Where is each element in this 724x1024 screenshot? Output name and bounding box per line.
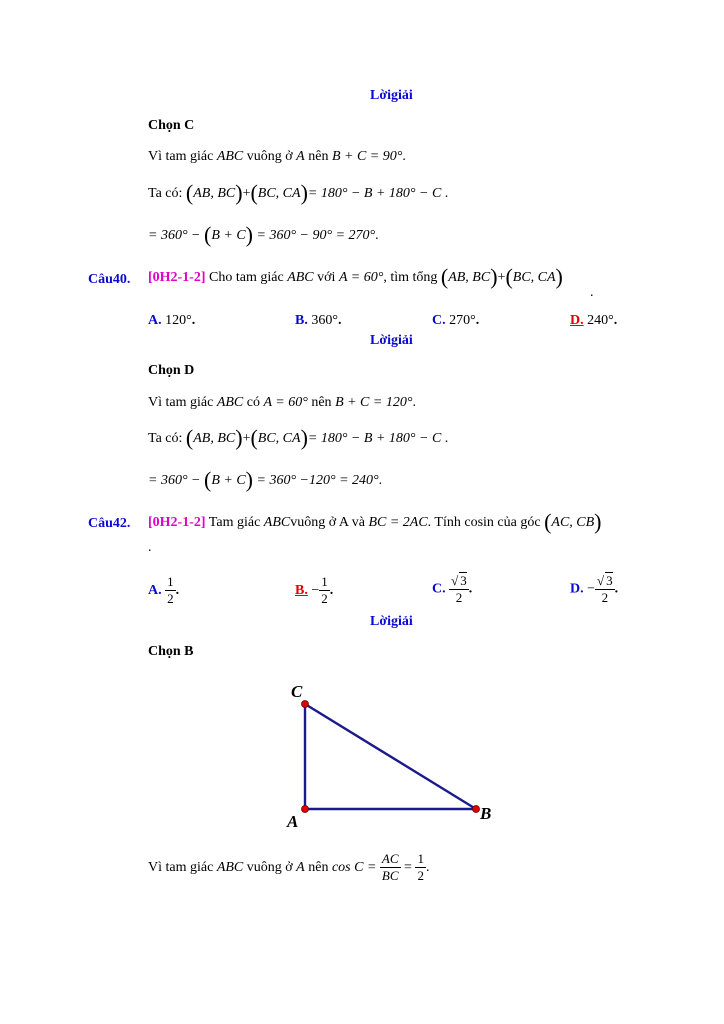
text: , tìm tổng [383, 270, 438, 285]
choice-label: Chọn B [148, 644, 194, 659]
text: . [412, 395, 416, 410]
fraction [165, 574, 176, 608]
solution-heading: Lờigiải [370, 333, 413, 348]
text: vuông ở A và [290, 515, 365, 530]
paren: ( [440, 264, 449, 289]
paren: ) [245, 222, 253, 247]
option-label: A. [148, 313, 162, 328]
option-value: 120° [165, 313, 192, 328]
vector-pair: AC, CB [551, 515, 595, 530]
fraction [449, 572, 469, 607]
text: . [402, 149, 406, 164]
text: nên [308, 149, 329, 164]
solution-line [148, 149, 406, 165]
question-code: [0H2-1-2] [148, 515, 206, 530]
vector-pair: AB, BC [193, 186, 236, 201]
option-a[interactable] [148, 574, 179, 608]
option-label: A. [148, 582, 162, 598]
option-value: 270° [449, 313, 476, 328]
paren: ) [235, 425, 243, 450]
option-value: 360° [311, 313, 338, 328]
paren: ) [300, 425, 308, 450]
text: Vì tam giác [148, 859, 214, 875]
text: vuông ở [246, 149, 293, 164]
paren: ( [505, 264, 513, 289]
math: B + C = 90° [331, 149, 403, 164]
triangle-figure [280, 678, 500, 838]
point-a [302, 806, 309, 813]
math: A [296, 149, 305, 164]
fraction [595, 572, 615, 607]
denominator: BC [381, 868, 399, 884]
denominator: 2 [601, 590, 609, 606]
triangle-abc [305, 704, 476, 809]
paren: ) [490, 264, 498, 289]
math: = 360° − 90° = 270° [256, 228, 376, 243]
text: Ta có: [148, 186, 183, 201]
vector-pair: AB, BC [193, 431, 236, 446]
question-text [148, 266, 563, 288]
text: . [175, 582, 180, 598]
text: + [242, 186, 251, 201]
math: = 360° −120° = 240° [256, 473, 379, 488]
question-number: Câu42. [88, 516, 131, 531]
text: . [614, 581, 619, 597]
paren: ( [185, 425, 194, 450]
paren: ( [544, 509, 552, 534]
text: . [191, 313, 196, 328]
math: ABC [216, 149, 244, 164]
text: vuông ở [246, 859, 293, 875]
solution-heading: Lờigiải [370, 88, 413, 103]
text: . [337, 313, 342, 328]
option-label: C. [432, 581, 446, 597]
text: nên [308, 859, 329, 875]
paren: ) [594, 509, 602, 534]
math: = 180° − B + 180° − C [307, 186, 442, 201]
math: A [296, 859, 305, 875]
text: . [475, 313, 480, 328]
text: Cho tam giác [209, 270, 284, 285]
text: . [148, 540, 152, 555]
sign: − [311, 582, 320, 598]
option-label: D. [570, 313, 584, 328]
numerator: AC [380, 851, 401, 868]
math: BC = 2AC [368, 515, 428, 530]
option-b[interactable] [295, 313, 341, 329]
paren: ) [300, 180, 308, 205]
denominator: 2 [417, 868, 424, 884]
denominator: 2 [321, 591, 328, 607]
label-b: B [480, 804, 492, 823]
solution-line [148, 182, 448, 204]
math: ABC [216, 859, 244, 875]
text: . [590, 285, 594, 300]
paren: ( [204, 467, 212, 492]
solution-line [148, 851, 429, 885]
math: A = 60° [263, 395, 308, 410]
question-code: [0H2-1-2] [148, 270, 206, 285]
math: B + C [211, 228, 246, 243]
paren: ) [235, 180, 243, 205]
math: B + C [211, 473, 246, 488]
point-b [473, 806, 480, 813]
radicand: 3 [606, 573, 613, 588]
numerator: √ 3 [595, 572, 615, 590]
paren: ( [250, 180, 258, 205]
math: = 180° − B + 180° − C [307, 431, 442, 446]
text: . [378, 473, 383, 488]
solution-line [148, 224, 379, 246]
denominator: 2 [455, 590, 463, 606]
numerator: 1 [165, 574, 176, 591]
text: . [329, 582, 334, 598]
math: ABC [263, 515, 291, 530]
text: . [375, 228, 379, 243]
solution-line [148, 395, 416, 411]
option-value: 240° [587, 313, 614, 328]
option-b[interactable] [295, 574, 333, 608]
text: . [613, 313, 618, 328]
vector-pair: BC, CA [257, 431, 301, 446]
text: Vì tam giác [148, 149, 214, 164]
option-d[interactable] [570, 313, 617, 329]
paren: ) [245, 467, 253, 492]
denominator: 2 [167, 591, 174, 607]
choice-label: Chọn C [148, 118, 195, 133]
text: nên [311, 395, 332, 410]
label-c: C [291, 682, 303, 701]
math: ABC [287, 270, 314, 285]
text: . [444, 186, 449, 201]
solution-line [148, 469, 382, 491]
text: Ta có: [148, 431, 183, 446]
option-d[interactable] [570, 572, 618, 607]
numerator: √ 3 [449, 572, 469, 590]
text: . [425, 859, 430, 875]
solution-heading: Lờigiải [370, 614, 413, 629]
text: Vì tam giác [148, 395, 214, 410]
paren: ( [204, 222, 212, 247]
text: . Tính cosin của góc [427, 515, 541, 530]
choice-label: Chọn D [148, 363, 195, 378]
option-a[interactable] [148, 313, 195, 329]
math: = 360° − [148, 228, 201, 243]
option-label: C. [432, 313, 446, 328]
text: = [404, 859, 412, 875]
radicand: 3 [460, 573, 467, 588]
label-a: A [287, 812, 299, 831]
text: . [468, 581, 473, 597]
paren: ( [185, 180, 194, 205]
text: Tam giác [208, 515, 261, 530]
fraction [415, 851, 426, 885]
option-c[interactable] [432, 572, 472, 607]
question-number: Câu40. [88, 272, 131, 287]
option-label: B. [295, 313, 308, 328]
text: . [444, 431, 449, 446]
math: = 360° − [148, 473, 201, 488]
vector-pair: BC, CA [257, 186, 301, 201]
option-c[interactable] [432, 313, 479, 329]
question-text [148, 511, 602, 533]
solution-line [148, 427, 448, 449]
sign: − [587, 581, 596, 597]
fraction [319, 574, 330, 608]
math: cos C = [331, 859, 377, 875]
text: với [317, 270, 336, 285]
math: B + C = 120° [335, 395, 413, 410]
text: + [242, 431, 251, 446]
point-c [302, 701, 309, 708]
vector-pair: AB, BC [448, 270, 491, 285]
math: A = 60° [338, 270, 384, 285]
text: có [246, 395, 260, 410]
numerator: 1 [415, 851, 426, 868]
fraction [380, 851, 401, 885]
option-label: B. [295, 582, 308, 598]
paren: ) [555, 264, 563, 289]
paren: ( [250, 425, 258, 450]
math: ABC [216, 395, 244, 410]
option-label: D. [570, 581, 584, 597]
text: + [497, 270, 506, 285]
numerator: 1 [319, 574, 330, 591]
vector-pair: BC, CA [512, 270, 556, 285]
